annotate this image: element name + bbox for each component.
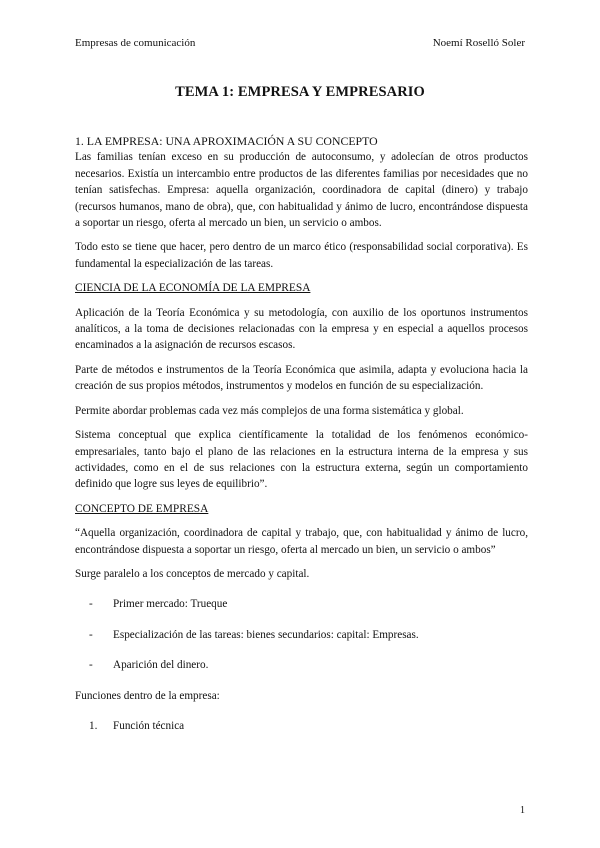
section-heading: 1. LA EMPRESA: UNA APROXIMACIÓN A SU CONCEPTO [75, 134, 378, 148]
page-title: TEMA 1: EMPRESA Y EMPRESARIO [175, 84, 425, 100]
paragraph: Las familias tenían exceso en su producción de autoconsumo, y adolecían de otros productos necesarios. Existía un intercambio entre productos de las diferentes familias por necesidades que no tenían satisfechas. Empresa: aquella organización, coordinadora de capital (dinero) y trabajo (recursos humanos, mano de obra), que, con habitualidad y ánimo de lucro, encontrándose dispuesta a soportar un riesgo, oferta al mercado un bien, un servicio o ambos. [75, 151, 528, 230]
paragraph: Permite abordar problemas cada vez más complejos de una forma sistemática y global. [75, 404, 464, 417]
list-item [89, 627, 528, 643]
subheading-ciencia: CIENCIA DE LA ECONOMÍA DE LA EMPRESA [75, 282, 311, 295]
list-item-text: Especialización de las tareas: bienes secundarios: capital: Empresas. [113, 628, 419, 641]
list-item [89, 718, 528, 734]
paragraph: Aplicación de la Teoría Económica y su metodología, con auxilio de los oportunos instrumentos analíticos, a la toma de decisiones relacionadas con la empresa y en especial a aquellos procesos encaminados a la asignación de recursos escasos. [75, 306, 528, 352]
paragraph: Funciones dentro de la empresa: [75, 689, 220, 702]
list-item [89, 596, 528, 612]
paragraph: Surge paralelo a los conceptos de mercado y capital. [75, 567, 310, 580]
dash-list [75, 596, 528, 673]
document-body [75, 133, 528, 734]
numbered-list [75, 718, 528, 734]
page-number: 1 [520, 805, 525, 816]
list-item-text: Primer mercado: Trueque [113, 598, 228, 611]
paragraph: Sistema conceptual que explica científicamente la totalidad de los fenómenos económico-empresariales, tanto bajo el plano de las relaciones en la estructura interna de la empresa y sus actividades, como en el de sus relaciones con la estructura externa, según un comportamiento definido que logre sus leyes de equilibrio”. [75, 429, 528, 491]
list-marker: - [89, 659, 93, 672]
header-right: Noemí Roselló Soler [432, 37, 525, 49]
subheading-concepto: CONCEPTO DE EMPRESA [75, 502, 209, 515]
list-marker: 1. [89, 719, 98, 732]
list-marker: - [89, 628, 93, 641]
header-left: Empresas de comunicación [75, 37, 196, 49]
quote-paragraph: “Aquella organización, coordinadora de capital y trabajo, que, con habitualidad y ánimo de lucro, encontrándose dispuesta a soportar un riesgo, oferta al mercado un bien, un servicio o ambos” [75, 527, 528, 556]
list-item-text: Aparición del dinero. [113, 659, 209, 672]
list-item [89, 657, 528, 673]
paragraph: Parte de métodos e instrumentos de la Teoría Económica que asimila, adapta y evoluciona hacia la creación de sus propios métodos, instrumentos y modelos en función de su especialización. [75, 363, 528, 393]
page-header [75, 37, 525, 49]
list-item-text: Función técnica [113, 719, 185, 732]
paragraph: Todo esto se tiene que hacer, pero dentro de un marco ético (responsabilidad social corporativa). Es fundamental la especialización de las tareas. [75, 241, 528, 270]
list-marker: - [89, 598, 93, 611]
